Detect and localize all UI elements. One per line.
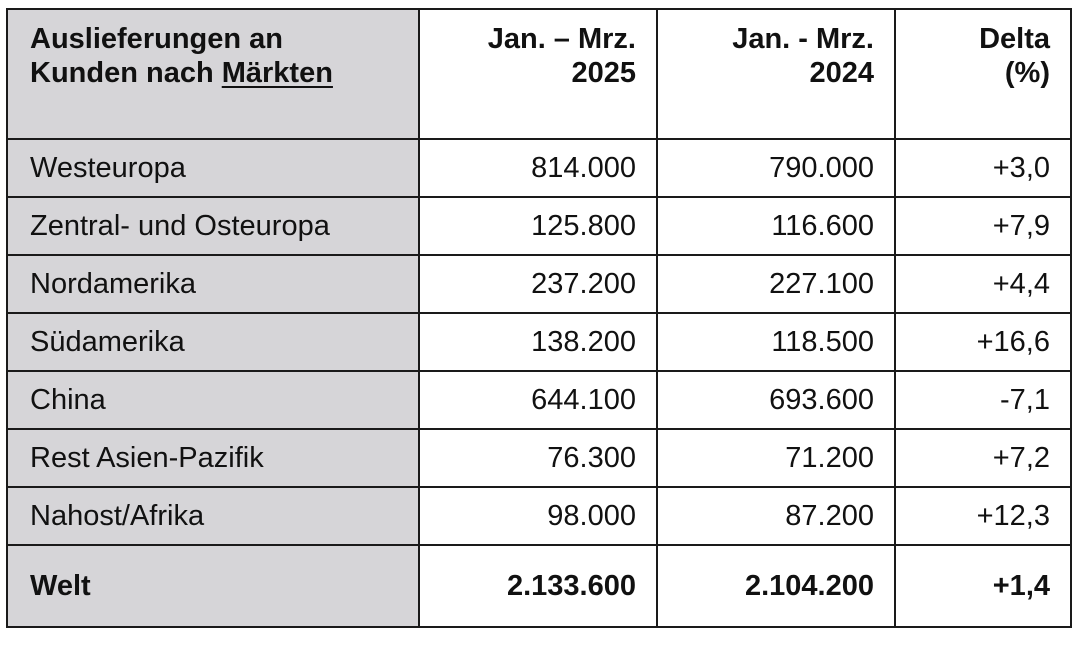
header-market-line2 [30, 56, 398, 90]
q1-2024-cell: 116.600 [657, 197, 895, 255]
market-cell: Südamerika [7, 313, 419, 371]
total-market-cell: Welt [7, 545, 419, 627]
header-q1-2025 [419, 9, 657, 139]
delta-cell: +12,3 [895, 487, 1071, 545]
market-cell: Rest Asien-Pazifik [7, 429, 419, 487]
header-q1-2024-line2: 2024 [809, 57, 874, 89]
q1-2024-cell: 71.200 [657, 429, 895, 487]
header-delta-line2: (%) [1004, 57, 1050, 89]
delta-cell: -7,1 [895, 371, 1071, 429]
table-row [7, 371, 1071, 429]
header-q1-2025-line1: Jan. – Mrz. [487, 23, 636, 55]
q1-2024-cell: 790.000 [657, 139, 895, 197]
header-delta [895, 9, 1071, 139]
q1-2024-cell: 87.200 [657, 487, 895, 545]
header-q1-2025-line2: 2025 [571, 57, 636, 89]
q1-2025-cell: 814.000 [419, 139, 657, 197]
header-market-line1: Auslieferungen an [30, 23, 283, 55]
market-cell: China [7, 371, 419, 429]
q1-2025-cell: 237.200 [419, 255, 657, 313]
q1-2024-cell: 227.100 [657, 255, 895, 313]
q1-2025-cell: 98.000 [419, 487, 657, 545]
market-cell: Zentral- und Osteuropa [7, 197, 419, 255]
q1-2025-cell: 138.200 [419, 313, 657, 371]
header-market-underlined-word: Märkten [221, 57, 333, 89]
table-row [7, 429, 1071, 487]
header-market-line2-prefix: Kunden nach [30, 57, 222, 89]
header-q1-2024 [657, 9, 895, 139]
total-delta-cell: +1,4 [895, 545, 1071, 627]
q1-2025-cell: 125.800 [419, 197, 657, 255]
header-delta-line1: Delta [979, 23, 1050, 55]
q1-2024-cell: 118.500 [657, 313, 895, 371]
total-q1-2025-cell: 2.133.600 [419, 545, 657, 627]
header-market [7, 9, 419, 139]
table-row [7, 197, 1071, 255]
delta-cell: +7,9 [895, 197, 1071, 255]
total-q1-2024-cell: 2.104.200 [657, 545, 895, 627]
table-row [7, 313, 1071, 371]
q1-2025-cell: 644.100 [419, 371, 657, 429]
delta-cell: +16,6 [895, 313, 1071, 371]
deliveries-by-market-table [6, 8, 1072, 628]
market-cell: Westeuropa [7, 139, 419, 197]
header-row [7, 9, 1071, 139]
header-q1-2024-line1: Jan. - Mrz. [732, 23, 874, 55]
market-cell: Nordamerika [7, 255, 419, 313]
table-row [7, 487, 1071, 545]
delta-cell: +7,2 [895, 429, 1071, 487]
q1-2025-cell: 76.300 [419, 429, 657, 487]
total-row [7, 545, 1071, 627]
table-row [7, 255, 1071, 313]
delta-cell: +4,4 [895, 255, 1071, 313]
table-row [7, 139, 1071, 197]
q1-2024-cell: 693.600 [657, 371, 895, 429]
delta-cell: +3,0 [895, 139, 1071, 197]
deliveries-table-container [6, 8, 1070, 651]
market-cell: Nahost/Afrika [7, 487, 419, 545]
